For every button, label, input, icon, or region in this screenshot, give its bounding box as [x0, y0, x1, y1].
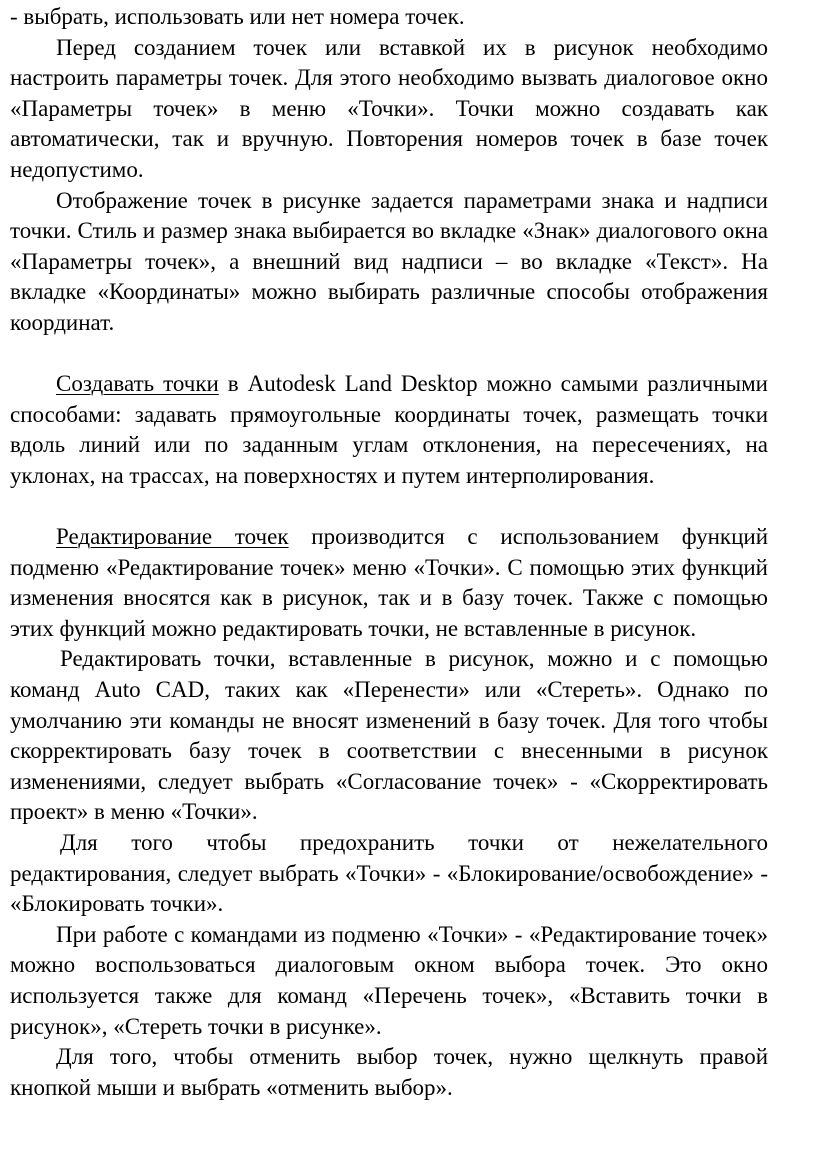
paragraph-gap — [10, 492, 768, 523]
creating-points-text: в Autodesk Land Desktop можно самыми различными способами: задавать прямоугольные координаты точек, размещать точки вдоль линий или по заданным углам отклонения, на пересечениях, на уклонах, на трассах, на поверхностях и путем интерполирования. — [10, 371, 768, 488]
paragraph-point-display: Отображение точек в рисунке задается параметрами знака и надписи точки. Стиль и размер знака выбирается во вкладке «Знак» диалогового окна «Параметры точек», а внешний вид надписи – во вкладке «Текст». На вкладке «Координаты» можно выбирать различные способы отображения координат. — [10, 187, 768, 335]
paragraph-editing-points — [10, 522, 768, 644]
heading-creating-points: Создавать точки — [56, 371, 219, 397]
paragraph-lock-points: Для того чтобы предохранить точки от нежелательного редактирования, следует выбрать «Точки» - «Блокирование/освобождение» - «Блокировать точки». — [10, 830, 768, 917]
paragraph-point-settings: Перед созданием точек или вставкой их в рисунок необходимо настроить параметры точек. Для этого необходимо вызвать диалоговое окно «Параметры точек» в меню «Точки». Точки можно создавать как автоматически, так и вручную. Повторения номеров точек в базе точек недопустимо. — [10, 34, 768, 182]
paragraph-point-selection-dialog: При работе с командами из подменю «Точки» - «Редактирование точек» можно воспользоваться диалоговым окном выбора точек. Это окно используется также для команд «Перечень точек», «Вставить точки в рисунок», «Стереть точки в рисунке». — [10, 921, 768, 1039]
paragraph-cancel-selection: Для того, чтобы отменить выбор точек, нужно щелкнуть правой кнопкой мыши и выбрать «отменить выбор». — [10, 1044, 768, 1100]
document-page — [10, 0, 768, 1103]
paragraph-creating-points — [10, 369, 768, 491]
paragraph-autocad-editing: Редактировать точки, вставленные в рисунок, можно и с помощью команд Auto CAD, таких как «Перенести» или «Стереть». Однако по умолчанию эти команды не вносят изменений в базу точек. Для того чтобы скорректировать базу точек в соответствии с внесенными в рисунок изменениями, следует выбрать «Согласование точек» - «Скорректировать проект» в меню «Точки». — [10, 646, 768, 825]
editing-points-text: производится с использованием функций подменю «Редактирование точек» меню «Точки». С помощью этих функций изменения вносятся как в рисунок, так и в базу точек. Также с помощью этих функций можно редактировать точки, не вставленные в рисунок. — [10, 524, 769, 641]
paragraph-point-numbers-option: - выбрать, использовать или нет номера точек. — [10, 4, 465, 29]
paragraph-gap — [10, 339, 768, 370]
heading-editing-points: Редактирование точек — [56, 524, 289, 550]
